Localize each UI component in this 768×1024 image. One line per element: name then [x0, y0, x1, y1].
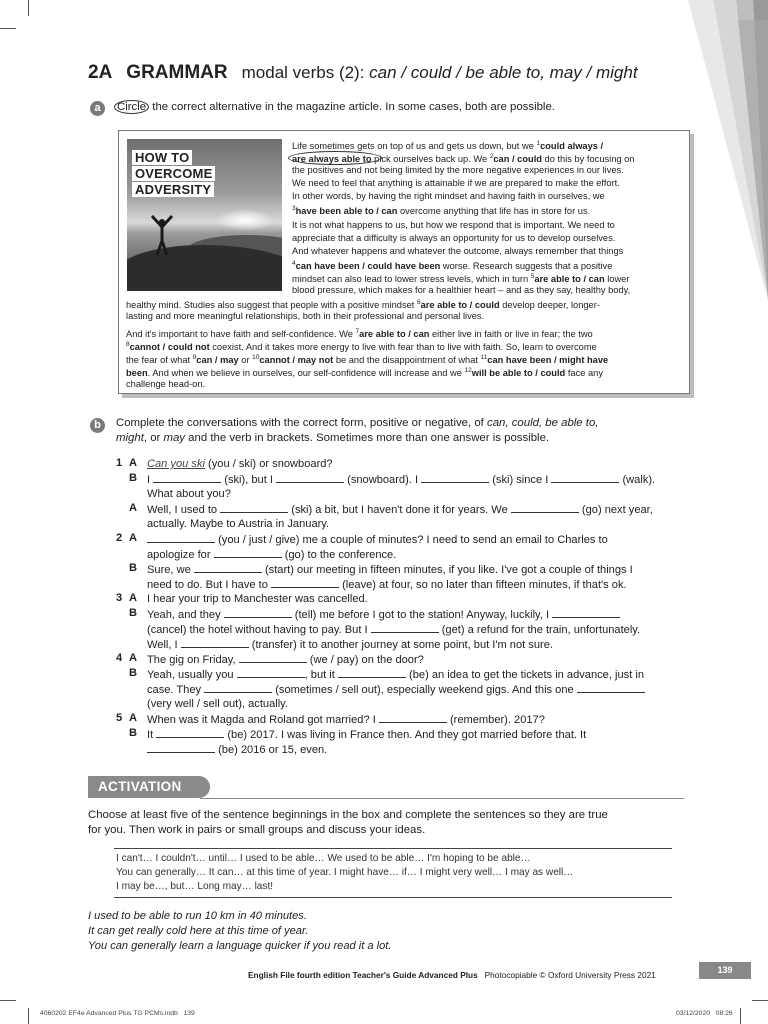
- article-line: It is not what happens to us, but how we respond that is important. We need to: [292, 220, 615, 230]
- answer-blank[interactable]: [237, 667, 305, 678]
- conversation-line: Well, I used to (ski) a bit, but I haven't done it for years. We (go) next year,: [147, 504, 653, 516]
- article-line: healthy mind. Studies also suggest that people with a positive mindset $^6$are able to / could develop deeper, longer-: [126, 299, 600, 311]
- speaker-label: B: [129, 727, 138, 739]
- conversation-line: It (be) 2017. I was living in France then. And they got married before that. It: [147, 729, 587, 741]
- example-sentence: I used to be able to run 10 km in 40 minutes.: [88, 910, 307, 922]
- instruction-b-line-2: [116, 431, 549, 446]
- crop-mark: [28, 0, 29, 16]
- speaker-label: B: [129, 667, 138, 679]
- conversation-line: Sure, we (start) our meeting in fifteen minutes, if you like. I've got a couple of things I: [147, 564, 633, 576]
- article-line: lasting and more meaningful relationships, both in their professional and personal lives.: [126, 311, 485, 321]
- answer-blank[interactable]: [371, 622, 439, 633]
- conversation-line: Well, I (transfer) it to another journey at some point, but I'm not sure.: [147, 639, 553, 651]
- instruction-b-italic: can, could, be able to,: [487, 417, 599, 429]
- conversation-number: 1: [116, 457, 123, 469]
- speaker-label: B: [129, 562, 138, 574]
- conversation-number: 3: [116, 592, 123, 604]
- circle-word: Circle: [114, 100, 149, 114]
- instruction-b-italic: may: [163, 432, 186, 444]
- conversation-line: apologize for (go) to the conference.: [147, 549, 397, 561]
- answer-blank[interactable]: [271, 577, 339, 588]
- article-line: the fear of what $^9$can / may or $^{10}$cannot / may not be and the disappointment of what $^{11}$can have been / might have: [126, 354, 609, 366]
- sentence-beginnings-line: I can't… I couldn't… until… I used to be able… We used to be able… I'm hoping to be able…: [116, 853, 531, 864]
- example-sentence: It can get really cold here at this time of year.: [88, 925, 309, 937]
- answer-blank[interactable]: [338, 667, 406, 678]
- person-silhouette-icon: [147, 213, 177, 257]
- speaker-label: A: [129, 532, 138, 544]
- instruction-b-text: and the verb in brackets. Sometimes more than one answer is possible.: [185, 432, 550, 444]
- speaker-label: A: [129, 502, 138, 514]
- article-line: are always able to pick ourselves back up. We $^2$can / could do this by focusing on: [292, 153, 635, 165]
- article-line: We need to feel that anything is attainable if we are prepared to make the effort.: [292, 178, 620, 188]
- conversation-line: need to do. But I have to (leave) at four, so no later than fifteen minutes, if that's ok.: [147, 579, 627, 591]
- heading-subtitle-italic: can / could / be able to, may / might: [369, 63, 638, 82]
- answer-blank[interactable]: [551, 472, 619, 483]
- conversation-line: (you / just / give) me a couple of minutes? I need to send an email to Charles to: [147, 532, 608, 547]
- conversation-line: Can you ski (you / ski) or snowboard?: [147, 458, 333, 470]
- article-line: And it's important to have faith and self-confidence. We $^7$are able to / can either live in faith or live in fear; the two: [126, 328, 593, 340]
- answer-blank[interactable]: [220, 502, 288, 513]
- conversation-line: Yeah, usually you , but it (be) an idea to get the tickets in advance, just in: [147, 669, 644, 681]
- speaker-label: B: [129, 607, 138, 619]
- conversation-line: (cancel) the hotel without having to pay. But I (get) a refund for the train, unfortunately.: [147, 624, 641, 636]
- answer-blank[interactable]: [147, 532, 215, 543]
- speaker-label: B: [129, 472, 138, 484]
- example-sentence: You can generally learn a language quicker if you read it a lot.: [88, 940, 392, 952]
- answer-blank[interactable]: [276, 472, 344, 483]
- conversation-number: 4: [116, 652, 123, 664]
- sentence-beginnings-box: [114, 848, 672, 898]
- article-line: $^8$cannot / could not coexist. And it takes more energy to live with fear than to live with faith. So, learn to overcome: [126, 341, 597, 353]
- instruction-b-text: Complete the conversations with the correct form, positive or negative, of: [116, 417, 488, 429]
- crop-mark: [0, 1000, 16, 1001]
- speaker-label: A: [129, 457, 138, 469]
- answer-blank[interactable]: [421, 472, 489, 483]
- print-slug-left: 4060202 EF4e Advanced Plus TG PCMs.indb 139: [40, 1010, 195, 1017]
- image-title-line: ADVERSITY: [132, 182, 214, 197]
- article-line: blood pressure, which makes for a healthier heart – and as they say, healthy body,: [292, 285, 631, 295]
- answer-blank[interactable]: [194, 562, 262, 573]
- answer-blank[interactable]: [204, 682, 272, 693]
- answer-blank[interactable]: [147, 742, 215, 753]
- activation-instruction: for you. Then work in pairs or small groups and discuss your ideas.: [88, 824, 426, 836]
- conversation-line: actually. Maybe to Austria in January.: [147, 518, 330, 530]
- heading-subtitle: modal verbs (2):: [241, 63, 370, 82]
- answer-blank[interactable]: [511, 502, 579, 513]
- exercise-badge-b: b: [90, 418, 105, 433]
- article-line: In other words, by having the right mindset and having faith in ourselves, we: [292, 191, 605, 201]
- sentence-beginnings-line: I may be…, but… Long may… last!: [116, 881, 274, 892]
- conversation-line: I (ski), but I (snowboard). I (ski) since I (walk).: [147, 474, 656, 486]
- article-line: mindset can also lead to lower stress levels, which in turn $^5$are able to / can lower: [292, 273, 630, 285]
- article-photo: [127, 139, 282, 291]
- conversation-line: What about you?: [147, 488, 231, 500]
- divider: [200, 798, 684, 799]
- instruction-a: [114, 100, 555, 115]
- instruction-b-italic: might: [116, 432, 144, 444]
- speaker-label: A: [129, 592, 138, 604]
- copyright: Photocopiable © Oxford University Press 2021: [477, 970, 656, 980]
- activation-banner: ACTIVATION: [88, 776, 210, 798]
- answer-blank[interactable]: [181, 637, 249, 648]
- answer-blank[interactable]: [224, 607, 292, 618]
- speaker-label: A: [129, 712, 138, 724]
- article-line: been. And when we believe in ourselves, our self-confidence will increase and we $^{12}$will be able to / could face any: [126, 367, 603, 379]
- page-heading: [88, 62, 638, 84]
- crop-mark: [752, 1000, 768, 1001]
- book-title: English File fourth edition Teacher's Guide Advanced Plus: [248, 970, 478, 980]
- magazine-article: [118, 130, 690, 394]
- page-number: 139: [699, 962, 751, 979]
- conversation-line: case. They (sometimes / sell out), especially weekend gigs. And this one: [147, 682, 645, 697]
- crop-mark: [740, 1008, 741, 1024]
- page-footer: [248, 970, 656, 980]
- conversation-line: When was it Magda and Roland got married? I (remember). 2017?: [147, 714, 545, 726]
- instruction-b-text: , or: [143, 432, 164, 444]
- answer-blank[interactable]: [156, 727, 224, 738]
- conversation-number: 5: [116, 712, 123, 724]
- article-line: the positives and not being limited by the more negative experiences in our lives.: [292, 165, 624, 175]
- conversation-line: I hear your trip to Manchester was cancelled.: [147, 593, 368, 605]
- print-slug-right: 03/12/2020 08:26: [676, 1010, 733, 1017]
- unit-code: 2A: [88, 62, 113, 83]
- section-word: GRAMMAR: [126, 62, 228, 83]
- speaker-label: A: [129, 652, 138, 664]
- crop-mark: [28, 1008, 29, 1024]
- image-title-line: HOW TO: [132, 150, 192, 165]
- article-line: Life sometimes gets on top of us and gets us down, but we $^1$could always /: [292, 140, 604, 152]
- conversation-line: (be) 2016 or 15, even.: [147, 742, 327, 757]
- answer-blank[interactable]: [577, 682, 645, 693]
- activation-instruction: Choose at least five of the sentence beginnings in the box and complete the sentences so they are true: [88, 809, 608, 821]
- answer-blank[interactable]: [214, 547, 282, 558]
- article-line: And whatever happens and whatever the outcome, always remember that things: [292, 246, 624, 256]
- sentence-beginnings-line: You can generally… It can… at this time of year. I might have… if… I might very well… I may as well…: [116, 867, 574, 878]
- instruction-a-text: the correct alternative in the magazine article. In some cases, both are possible.: [149, 101, 555, 113]
- conversation-number: 2: [116, 532, 123, 544]
- conversation-line: (very well / sell out), actually.: [147, 698, 288, 710]
- instruction-b-line-1: [116, 416, 598, 431]
- article-line: $^4$can have been / could have been worse. Research suggests that a positive: [292, 260, 613, 272]
- answer-blank[interactable]: [379, 712, 447, 723]
- conversation-line: Yeah, and they (tell) me before I got to the station! Anyway, luckily, I: [147, 607, 620, 622]
- circled-answer-mark: [288, 151, 382, 165]
- article-line: challenge head-on.: [126, 379, 206, 389]
- crop-mark: [0, 28, 16, 29]
- conversation-line: The gig on Friday, (we / pay) on the door?: [147, 654, 424, 666]
- image-title-line: OVERCOME: [132, 166, 215, 181]
- exercise-badge-a: a: [90, 101, 105, 116]
- answer-blank[interactable]: [239, 652, 307, 663]
- article-line: appreciate that a difficulty is always an opportunity for us to develop ourselves.: [292, 233, 616, 243]
- answer-blank[interactable]: [552, 607, 620, 618]
- answer-blank[interactable]: [153, 472, 221, 483]
- article-line: $^3$have been able to / can overcome anything that life has in store for us.: [292, 205, 591, 217]
